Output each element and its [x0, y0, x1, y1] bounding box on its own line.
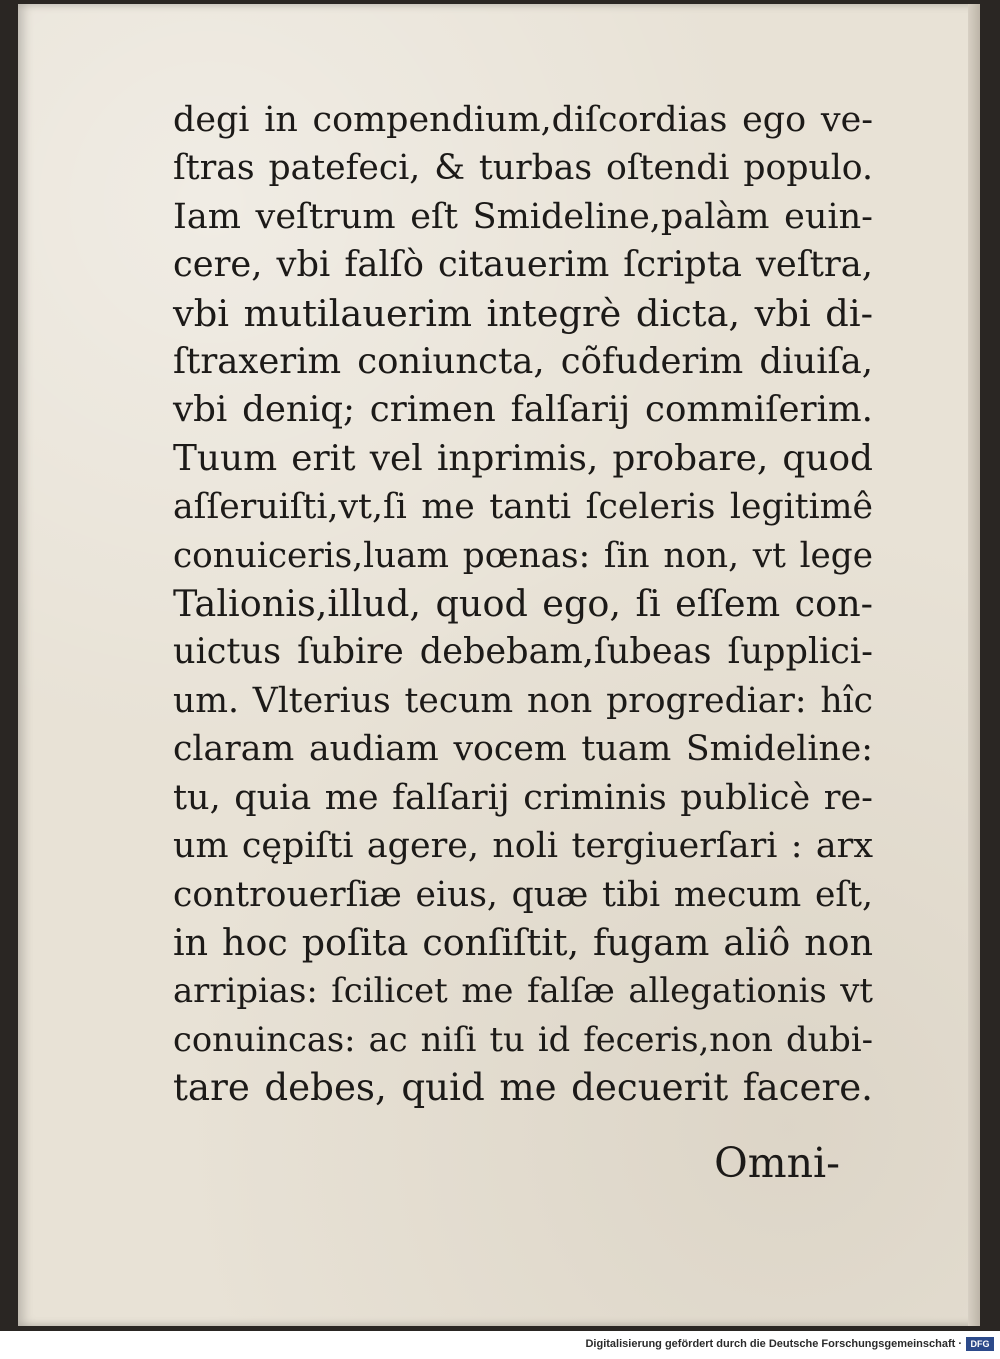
text-block	[173, 96, 873, 1113]
text-line: vbi mutilauerim integrè dicta, vbi di-	[173, 291, 873, 335]
text-line: conuincas: ac niſi tu id feceris,non dubi-	[173, 1019, 873, 1059]
text-line: in hoc poſita conſiſtit, fugam aliô non	[173, 920, 873, 964]
text-line: conuiceris,luam pœnas: ſin non, vt lege	[173, 535, 873, 576]
text-line: aſſeruiſti,vt,ſi me tanti ſceleris legitimê	[173, 487, 873, 528]
text-line: degi in compendium,diſcordias ego ve-	[173, 100, 873, 140]
text-line: uictus ſubire debebam,ſubeas ſupplici-	[173, 631, 873, 673]
text-line: Talionis,illud, quod ego, ſi eſſem con-	[173, 582, 873, 626]
book-page	[18, 4, 980, 1326]
text-line: arripias: ſcilicet me falſæ allegationis vt	[173, 971, 873, 1011]
funding-credit: Digitalisierung gefördert durch die Deutsche Forschungsgemeinschaft ·	[585, 1338, 962, 1350]
text-line: controuerſiæ eius, quæ tibi mecum eſt,	[173, 874, 873, 915]
text-line: um cępiſti agere, noli tergiuerſari : arx	[173, 826, 873, 867]
text-line: cere, vbi falſò citauerim ſcripta veſtra,	[173, 244, 873, 286]
text-line: tu, quia me falſarij criminis publicè re-	[173, 777, 873, 818]
text-line: um. Vlterius tecum non progrediar: hîc	[173, 680, 873, 721]
text-line: Tuum erit vel inprimis, probare, quod	[173, 437, 873, 479]
text-line: Iam veſtrum eſt Smideline,palàm euin-	[173, 195, 873, 237]
text-line: vbi deniq; crimen falſarij commiſerim.	[173, 389, 873, 431]
text-line: ſtras patefeci, & turbas oſtendi populo.	[173, 148, 873, 189]
text-line: claram audiam vocem tuam Smideline:	[173, 729, 873, 770]
catchword: Omni-	[714, 1139, 840, 1187]
footer-bar	[0, 1331, 1000, 1359]
text-line: tare debes, quid me decuerit facere.	[173, 1066, 873, 1110]
text-line: ſtraxerim coniuncta, cõfuderim diuiſa,	[173, 341, 873, 383]
page-edge	[968, 4, 980, 1326]
dfg-logo-icon: DFG	[966, 1337, 994, 1351]
